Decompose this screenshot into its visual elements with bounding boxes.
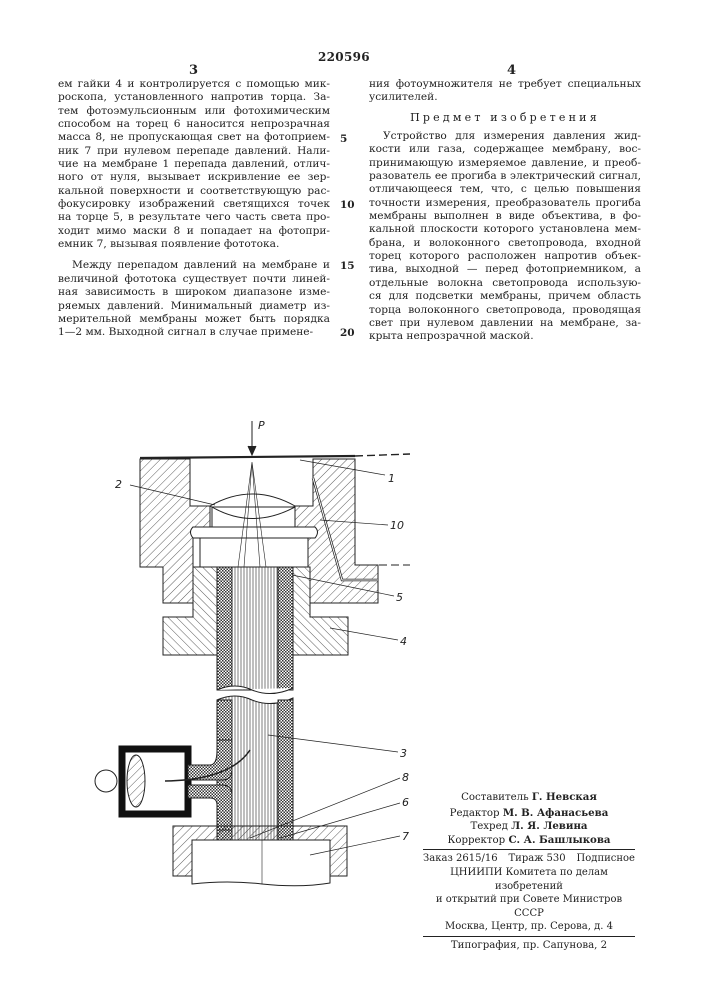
pressure-label: P bbox=[258, 419, 265, 432]
membrane bbox=[140, 456, 355, 458]
text-line: ряемых давлений. Минимальный диаметр из- bbox=[58, 300, 330, 313]
proofreader-name: С. А. Башлыкова bbox=[508, 834, 610, 846]
line-number: 5 bbox=[340, 133, 347, 145]
text-line: Между перепадом давлений на мембране и bbox=[58, 259, 330, 272]
text-line: на торце 5, в результате чего часть света про- bbox=[58, 211, 330, 224]
lamp-icon bbox=[95, 770, 117, 792]
part-label-10: 10 bbox=[390, 519, 404, 532]
text-line: ходит мимо маски 8 и попадает на фотопри- bbox=[58, 225, 330, 238]
part-label-4: 4 bbox=[400, 635, 407, 648]
techeditor-name: Л. Я. Левина bbox=[511, 820, 587, 832]
text-line: ная зависимость в широком диапазоне изме- bbox=[58, 286, 330, 299]
text-line: разователь ее прогиба в электрический сигнал, bbox=[369, 170, 641, 183]
section-heading: Предмет изобретения bbox=[369, 111, 641, 124]
text-line: крыта непрозрачной маской. bbox=[369, 330, 641, 343]
text-line: масса 8, не пропускающая свет на фотоприем- bbox=[58, 131, 330, 144]
divider bbox=[423, 849, 635, 850]
text-line: кости или газа, содержащее мембрану, вос- bbox=[369, 143, 641, 156]
text-line: усилителей. bbox=[369, 91, 641, 104]
text-line: мерительной мембраны может быть порядка bbox=[58, 313, 330, 326]
role-label: Составитель bbox=[461, 792, 529, 803]
role-label: Редактор bbox=[450, 808, 500, 819]
part-label-7: 7 bbox=[402, 830, 409, 843]
text-line: торец которого расположен напротив объек- bbox=[369, 250, 641, 263]
text-line: 1—2 мм. Выходной сигнал в случае примене- bbox=[58, 326, 330, 339]
circulation: Тираж 530 bbox=[508, 852, 565, 866]
text-line: тива, выходной — перед фотоприемником, а bbox=[369, 263, 641, 276]
line-number: 10 bbox=[340, 199, 355, 211]
text-line: ся для подсветки мембраны, причем область bbox=[369, 290, 641, 303]
text-line: мембраны выполнен в виде объектива, в фо- bbox=[369, 210, 641, 223]
text-line: брана, и волоконного светопровода, входной bbox=[369, 237, 641, 250]
publisher-line: Москва, Центр, пр. Серова, д. 4 bbox=[423, 920, 635, 934]
text-line: ник 7 при нулевом перепаде давлений. Нали- bbox=[58, 145, 330, 158]
text-line: фокусировку изображений светящихся точек bbox=[58, 198, 330, 211]
text-line: ем гайки 4 и контролируется с помощью мик- bbox=[58, 78, 330, 91]
printer: Типография, пр. Сапунова, 2 bbox=[423, 939, 635, 953]
role-label: Корректор bbox=[447, 835, 505, 846]
text-line: чие на мембране 1 перепада давлений, отлич- bbox=[58, 158, 330, 171]
order-number: Заказ 2615/16 bbox=[423, 852, 498, 866]
text-line: кальной плоскости которого установлена мем- bbox=[369, 223, 641, 236]
part-label-2: 2 bbox=[115, 478, 122, 491]
editor-name: М. В. Афанасьева bbox=[503, 807, 609, 819]
subscription: Подписное bbox=[577, 852, 635, 866]
document-number: 220596 bbox=[318, 50, 370, 64]
line-number: 20 bbox=[340, 327, 355, 339]
line-number: 15 bbox=[340, 260, 355, 272]
fiber-bundle bbox=[232, 567, 278, 690]
text-line: кальной поверхности и соответствующую рас- bbox=[58, 185, 330, 198]
text-line: роскопа, установленного напротив торца. За- bbox=[58, 91, 330, 104]
credits-block bbox=[423, 791, 635, 953]
page-number-left: 3 bbox=[189, 63, 198, 78]
text-line: отдельные волокна светопровода использую- bbox=[369, 277, 641, 290]
publisher-line: и открытий при Совете Министров СССР bbox=[423, 893, 635, 920]
compiler-name: Г. Невская bbox=[532, 791, 597, 803]
part-label-1: 1 bbox=[388, 472, 395, 485]
publisher-line: ЦНИИПИ Комитета по делам изобретений bbox=[423, 866, 635, 893]
text-line: способом на торец 6 наносится непрозрачная bbox=[58, 118, 330, 131]
divider bbox=[423, 936, 635, 937]
part-label-5: 5 bbox=[396, 591, 403, 604]
text-line: Устройство для измерения давления жид- bbox=[369, 130, 641, 143]
text-line: емник 7, вызывая появление фототока. bbox=[58, 238, 330, 251]
text-line: отличающееся тем, что, с целью повышения bbox=[369, 183, 641, 196]
photodetector bbox=[192, 840, 330, 886]
text-line: свет при нулевом давлении на мембране, за- bbox=[369, 317, 641, 330]
text-line: ния фотоумножителя не требует специальных bbox=[369, 78, 641, 91]
text-line: тем фотоэмульсионным или фотохимическим bbox=[58, 105, 330, 118]
part-label-8: 8 bbox=[402, 771, 409, 784]
role-label: Техред bbox=[470, 821, 507, 832]
text-line: точности измерения, преобразователь прогиба bbox=[369, 197, 641, 210]
page-number-right: 4 bbox=[507, 63, 516, 78]
text-line: ного от нуля, вызывает искривление ее зер- bbox=[58, 171, 330, 184]
text-line: принимающую измеряемое давление, и преоб- bbox=[369, 157, 641, 170]
part-label-6: 6 bbox=[402, 796, 409, 809]
text-line: величиной фототока существует почти линей- bbox=[58, 273, 330, 286]
part-label-3: 3 bbox=[400, 747, 407, 760]
text-line: торца волоконного светопровода, проводящая bbox=[369, 304, 641, 317]
